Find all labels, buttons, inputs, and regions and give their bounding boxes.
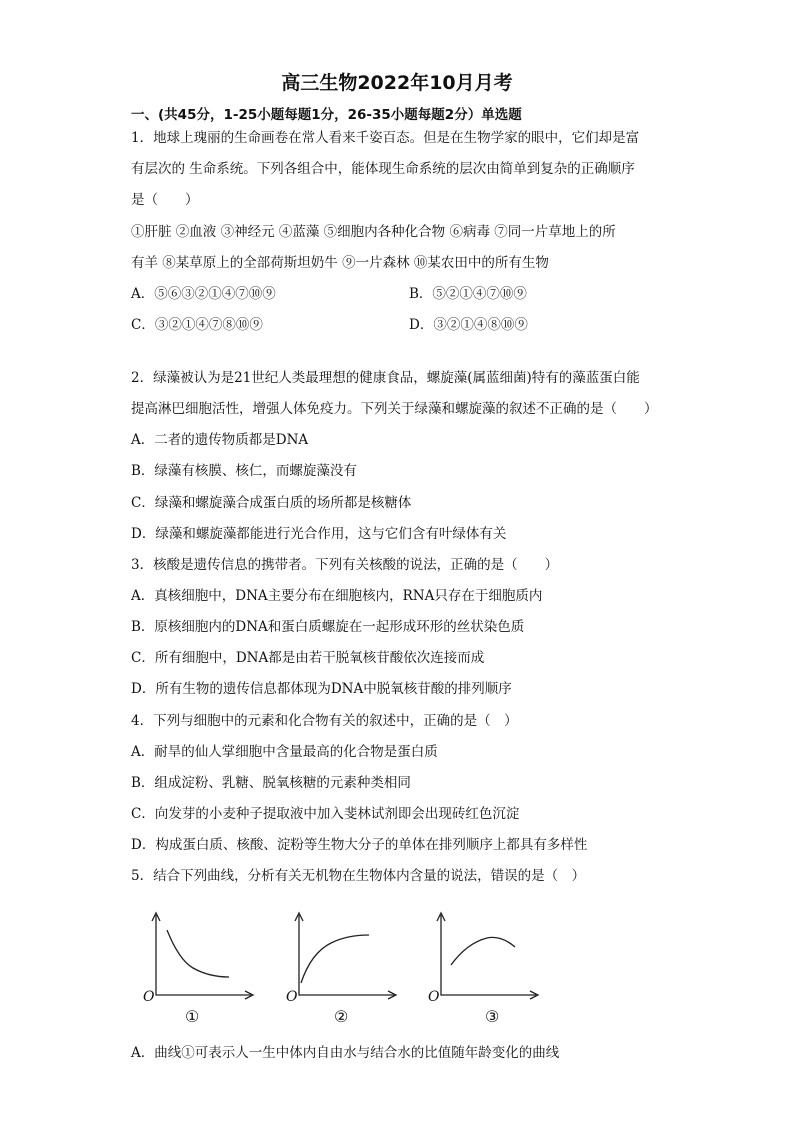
graph2-axes xyxy=(299,915,394,995)
q5-curve-figures xyxy=(131,905,551,1035)
graph3-axes xyxy=(441,915,536,995)
q3-option-d: D．所有生物的遗传信息都体现为DNA中脱氧核苷酸的排列顺序 xyxy=(131,681,512,697)
q3-option-a: A．真核细胞中，DNA主要分布在细胞核内，RNA只存在于细胞质内 xyxy=(131,588,543,604)
q3-option-b: B．原核细胞内的DNA和蛋白质螺旋在一起形成环形的丝状染色质 xyxy=(131,619,525,635)
q4-stem-line1: 4．下列与细胞中的元素和化合物有关的叙述中，正确的是（ ） xyxy=(131,713,518,729)
graph1-curve xyxy=(167,930,229,977)
graph2-number: ② xyxy=(334,1007,349,1026)
graph3-number: ③ xyxy=(485,1007,500,1026)
page-title: 高三生物2022年10月月考 xyxy=(281,72,513,94)
q1-items-line2: 有羊 ⑧某草原上的全部荷斯坦奶牛 ⑨一片森林 ⑩某农田中的所有生物 xyxy=(131,255,549,271)
q4-option-d: D．构成蛋白质、核酸、淀粉等生物大分子的单体在排列顺序上都具有多样性 xyxy=(131,837,588,853)
q1-option-a: A．⑤⑥③②①④⑦⑩⑨ xyxy=(131,286,276,302)
graph1-origin-label: O xyxy=(143,989,155,1005)
graph3-origin-label: O xyxy=(428,989,440,1005)
q3-stem-line1: 3．核酸是遗传信息的携带者。下列有关核酸的说法，正确的是（ ） xyxy=(131,557,559,573)
q4-option-c: C．向发芽的小麦种子提取液中加入斐林试剂即会出现砖红色沉淀 xyxy=(131,806,520,822)
section-header: 一、(共45分，1-25小题每题1分，26-35小题每题2分）单选题 xyxy=(131,107,522,123)
q4-option-b: B．组成淀粉、乳糖、脱氧核糖的元素种类相同 xyxy=(131,775,411,791)
q2-option-a: A．二者的遗传物质都是DNA xyxy=(131,432,309,448)
q2-stem-line1: 2．绿藻被认为是21世纪人类最理想的健康食品，螺旋藻(属蓝细菌)特有的藻蓝蛋白能 xyxy=(131,370,640,386)
q1-stem-line1: 1．地球上瑰丽的生命画卷在常人看来千姿百态。但是在生物学家的眼中，它们却是富 xyxy=(131,130,640,146)
q3-option-c: C．所有细胞中，DNA都是由若干脱氧核苷酸依次连接而成 xyxy=(131,650,485,666)
q1-stem-line2: 有层次的 生命系统。下列各组合中，能体现生命系统的层次由简单到复杂的正确顺序 xyxy=(131,161,635,177)
graph1-number: ① xyxy=(185,1007,200,1026)
q2-option-c: C．绿藻和螺旋藻合成蛋白质的场所都是核糖体 xyxy=(131,495,412,511)
graph1-axes xyxy=(156,915,251,995)
q1-stem-line3: 是（ ） xyxy=(131,192,199,208)
q1-option-d: D．③②①④⑧⑩⑨ xyxy=(409,317,528,333)
graph3-curve xyxy=(451,937,515,965)
q2-stem-line2: 提高淋巴细胞活性，增强人体免疫力。下列关于绿藻和螺旋藻的叙述不正确的是（ ） xyxy=(131,401,658,417)
q1-items-line1: ①肝脏 ②血液 ③神经元 ④蓝藻 ⑤细胞内各种化合物 ⑥病毒 ⑦同一片草地上的所 xyxy=(131,224,616,240)
q2-option-d: D．绿藻和螺旋藻都能进行光合作用，这与它们含有叶绿体有关 xyxy=(131,526,507,542)
graph2-origin-label: O xyxy=(286,989,298,1005)
q1-option-c: C．③②①④⑦⑧⑩⑨ xyxy=(131,317,263,333)
q5-stem-line1: 5．结合下列曲线，分析有关无机物在生物体内含量的说法，错误的是（ ） xyxy=(131,868,586,884)
q1-option-b: B．⑤②①④⑦⑩⑨ xyxy=(409,286,527,302)
q2-option-b: B．绿藻有核膜、核仁，而螺旋藻没有 xyxy=(131,463,357,479)
q4-option-a: A．耐旱的仙人掌细胞中含量最高的化合物是蛋白质 xyxy=(131,744,438,760)
q5-option-a: A．曲线①可表示人一生中体内自由水与结合水的比值随年龄变化的曲线 xyxy=(131,1045,560,1061)
graph2-curve xyxy=(301,935,369,983)
